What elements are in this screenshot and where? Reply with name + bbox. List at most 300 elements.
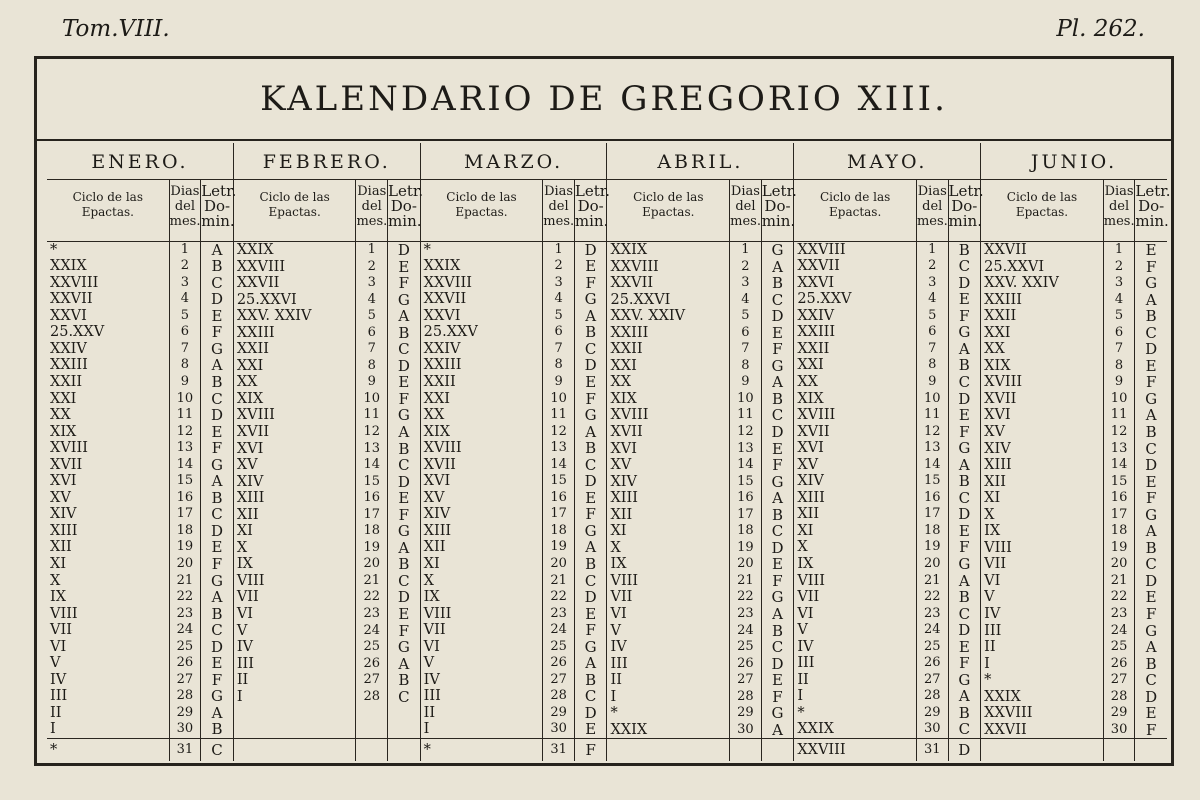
day-cell: 28: [356, 689, 388, 706]
table-row: [47, 457, 233, 474]
epact-cell: X: [47, 573, 170, 590]
day-cell: 13: [1104, 441, 1136, 458]
epact-cell: XIV: [47, 506, 170, 523]
day-cell: 22: [356, 589, 388, 606]
epact-cell: [981, 739, 1104, 761]
day-cell: 11: [1104, 407, 1136, 424]
epact-cell: *: [421, 242, 544, 259]
day-cell: 14: [543, 457, 575, 474]
dominical-letter-cell: E: [211, 422, 223, 441]
dominical-letter-cell: C: [211, 505, 223, 524]
month-column: [794, 143, 984, 761]
dominical-letter-cell: F: [772, 571, 783, 590]
day-cell: 13: [170, 440, 202, 457]
table-row: [47, 258, 233, 275]
day-cell: 11: [170, 407, 202, 424]
epact-cell: XIII: [234, 490, 357, 507]
day-cell: 21: [543, 573, 575, 590]
dominical-letter-cell: D: [958, 505, 971, 524]
day-cell: 17: [170, 506, 202, 523]
dominical-letter-cell: G: [211, 339, 223, 358]
epact-cell: XIV: [981, 441, 1104, 458]
table-row: [421, 655, 607, 672]
month-body: [421, 242, 607, 738]
dominical-letter-cell: G: [397, 290, 410, 309]
table-row: [47, 606, 233, 623]
epact-cell: XIII: [794, 490, 917, 507]
table-row: [794, 440, 980, 457]
day-cell: 10: [730, 391, 762, 408]
table-row: [47, 407, 233, 424]
dominical-letter-cell: B: [211, 257, 223, 276]
table-row: [794, 424, 980, 441]
dominical-letter-cell: A: [585, 422, 597, 441]
dominical-letter-cell: C: [211, 621, 223, 640]
table-row: [421, 391, 607, 408]
day-cell: 28: [1104, 689, 1136, 706]
epact-cell: XIX: [421, 424, 544, 441]
day-cell: 27: [356, 672, 388, 689]
day-cell: 12: [1104, 424, 1136, 441]
day-cell: 2: [170, 258, 202, 275]
epact-cell: VI: [234, 606, 357, 623]
dominical-letter-cell: E: [772, 671, 783, 690]
table-row: [981, 474, 1167, 491]
month-column: [607, 143, 797, 761]
epact-cell: VIII: [794, 573, 917, 590]
dominical-letter-cell: B: [585, 554, 597, 573]
table-row: [421, 473, 607, 490]
dominical-letter-cell: C: [1145, 439, 1157, 458]
dominical-letter-cell: E: [211, 654, 223, 673]
table-row: [421, 308, 607, 325]
day-cell: 3: [1104, 275, 1136, 292]
epact-cell: VI: [47, 639, 170, 656]
dominical-letter-cell: A: [585, 654, 597, 673]
table-row: [47, 672, 233, 689]
dominical-letter-cell: B: [771, 274, 783, 293]
dominical-letter-cell: F: [772, 687, 783, 706]
dominical-letter-cell: A: [211, 356, 223, 375]
dominical-letter-cell: A: [211, 703, 223, 722]
day-cell: 8: [356, 358, 388, 375]
epact-cell: XXIX: [607, 722, 730, 739]
day-cell: 22: [730, 589, 762, 606]
dominical-letter-cell: C: [1145, 323, 1157, 342]
table-row: [794, 655, 980, 672]
epact-cell: VII: [47, 622, 170, 639]
day-cell: 6: [1104, 325, 1136, 342]
dominical-letter-cell: B: [211, 604, 223, 623]
dominical-letter-cell: G: [1145, 274, 1158, 293]
table-row: [794, 556, 980, 573]
epact-cell: V: [607, 623, 730, 640]
table-row: [794, 506, 980, 523]
day-cell: 20: [170, 556, 202, 573]
month-body: [981, 242, 1167, 738]
table-row: [981, 490, 1167, 507]
epact-cell: XXI: [47, 391, 170, 408]
dominical-letter-cell: A: [398, 654, 410, 673]
dominical-letter-cell: G: [958, 554, 971, 573]
epact-cell: XX: [607, 374, 730, 391]
table-row: [607, 589, 793, 606]
epact-cell: XXII: [794, 341, 917, 358]
epact-cell: *: [421, 739, 544, 761]
epact-cell: XXII: [607, 341, 730, 358]
table-row: [421, 407, 607, 424]
dominical-letter-cell: A: [585, 538, 597, 557]
table-row: [421, 374, 607, 391]
table-row: [421, 440, 607, 457]
dominical-letter-cell: F: [211, 323, 223, 342]
epact-cell: XXII: [981, 308, 1104, 325]
dominical-letter-cell: D: [397, 472, 410, 491]
table-row: [234, 540, 420, 557]
epact-cell: XIV: [794, 473, 917, 490]
dominical-letter-cell: G: [958, 670, 971, 689]
column-header-row: [234, 180, 424, 242]
epact-cell: XXII: [234, 341, 357, 358]
epact-cell: XI: [421, 556, 544, 573]
epact-cell: XVI: [421, 473, 544, 490]
table-row: [234, 275, 420, 292]
dominical-letter-cell: B: [958, 703, 970, 722]
epact-cell: VII: [234, 589, 357, 606]
day-cell: 27: [1104, 672, 1136, 689]
epact-cell: XXI: [981, 325, 1104, 342]
epacts-header: Ciclo de las Epactas.: [607, 180, 730, 241]
day-cell: 25: [917, 639, 949, 656]
epact-cell: XXVII: [47, 291, 170, 308]
dominical-letter-cell: E: [1145, 472, 1157, 491]
day-cell: 1: [170, 242, 202, 259]
day-cell: 20: [543, 556, 575, 573]
epact-cell: II: [234, 672, 357, 689]
dominical-letter-cell: A: [211, 588, 223, 607]
calendar-frame: [34, 56, 1174, 766]
day-cell: 9: [356, 374, 388, 391]
dominical-letter-cell: F: [959, 306, 970, 325]
dominical-letter-cell: D: [584, 472, 597, 491]
dominical-letter-cell: [388, 739, 420, 761]
epact-cell: XVII: [421, 457, 544, 474]
table-row: [234, 490, 420, 507]
table-row: [981, 705, 1167, 722]
epact-cell: VIII: [421, 606, 544, 623]
dominical-letter-cell: E: [211, 306, 223, 325]
day-cell: 14: [730, 457, 762, 474]
dominical-letter-cell: C: [584, 687, 597, 706]
month-column: [47, 143, 237, 761]
footer-row: [607, 738, 793, 761]
epact-cell: XX: [234, 374, 357, 391]
epact-cell: XVI: [47, 473, 170, 490]
dominical-letter-cell: G: [211, 687, 223, 706]
table-row: [234, 639, 420, 656]
table-row: [47, 721, 233, 738]
dominical-letter-cell: [1135, 739, 1167, 761]
epact-cell: VII: [421, 622, 544, 639]
table-row: [607, 457, 793, 474]
epact-cell: III: [794, 655, 917, 672]
table-row: [794, 407, 980, 424]
dominical-letter-cell: G: [771, 240, 784, 259]
table-row: [981, 341, 1167, 358]
table-row: [47, 573, 233, 590]
epact-cell: XVII: [607, 424, 730, 441]
month-name: ENERO.: [47, 143, 233, 180]
day-cell: 28: [543, 688, 575, 705]
epact-cell: XXIV: [794, 308, 917, 325]
table-row: [607, 325, 793, 342]
table-row: [981, 292, 1167, 309]
table-row: [47, 490, 233, 507]
table-row: [47, 523, 233, 540]
day-cell: 27: [543, 672, 575, 689]
epact-cell: XXIX: [794, 721, 917, 738]
dominical-letter-cell: D: [210, 637, 224, 656]
day-cell: 21: [730, 573, 762, 590]
table-row: [421, 357, 607, 374]
table-row: [47, 688, 233, 705]
epact-cell: XXIII: [234, 325, 357, 342]
dominical-letter-cell: C: [584, 571, 597, 590]
table-row: [607, 523, 793, 540]
table-row: [234, 672, 420, 689]
table-row: [421, 424, 607, 441]
epact-cell: XXVII: [607, 275, 730, 292]
dominical-letter-cell: G: [397, 406, 410, 425]
dominical-letter-cell: D: [771, 307, 784, 326]
day-cell: 27: [917, 672, 949, 689]
day-cell: 2: [1104, 259, 1136, 276]
dominical-letter-cell: C: [398, 456, 410, 475]
table-row: [47, 424, 233, 441]
dominical-letter-cell: C: [958, 257, 971, 276]
days-header: Dias del mes.: [917, 180, 949, 241]
epact-cell: IV: [234, 639, 357, 656]
month-name: MAYO.: [794, 143, 980, 180]
day-cell: 22: [917, 589, 949, 606]
day-cell: 17: [917, 506, 949, 523]
table-row: [421, 275, 607, 292]
day-cell: 5: [356, 308, 388, 325]
table-row: [981, 573, 1167, 590]
dominical-letter-cell: A: [1145, 522, 1157, 541]
epact-cell: XV: [421, 490, 544, 507]
day-cell: 23: [917, 606, 949, 623]
epact-cell: 25.XXV: [421, 324, 544, 341]
day-cell: 7: [1104, 341, 1136, 358]
epact-cell: XXIV: [421, 341, 544, 358]
day-cell: 7: [170, 341, 202, 358]
epact-cell: XI: [47, 556, 170, 573]
table-row: [607, 341, 793, 358]
table-row: [421, 556, 607, 573]
day-cell: 23: [543, 606, 575, 623]
table-row: [794, 688, 980, 705]
epact-cell: I: [607, 689, 730, 706]
table-row: [607, 275, 793, 292]
day-cell: 5: [730, 308, 762, 325]
table-row: [607, 507, 793, 524]
day-cell: 1: [1104, 242, 1136, 259]
epact-cell: XVII: [981, 391, 1104, 408]
dominical-letter-cell: B: [958, 240, 970, 259]
days-header: Dias del mes.: [543, 180, 575, 241]
epact-cell: XVI: [794, 440, 917, 457]
day-cell: 24: [356, 623, 388, 640]
dominical-letter-cell: C: [958, 604, 971, 623]
day-cell: 19: [543, 539, 575, 556]
day-cell: 24: [543, 622, 575, 639]
dominical-letter-cell: G: [584, 290, 597, 309]
dominical-letter-cell: D: [584, 588, 597, 607]
table-row: [794, 374, 980, 391]
day-cell: 18: [917, 523, 949, 540]
dominical-letter-cell: E: [958, 637, 970, 656]
epact-cell: XXIII: [607, 325, 730, 342]
dominical-letter-cell: F: [1145, 373, 1157, 392]
day-cell: 29: [730, 705, 762, 722]
table-row: [47, 242, 233, 259]
day-cell: 27: [730, 672, 762, 689]
table-row: [794, 721, 980, 738]
epact-cell: XXV. XXIV: [234, 308, 357, 325]
month-body: [607, 242, 793, 738]
epact-cell: XV: [47, 490, 170, 507]
day-cell: 15: [1104, 474, 1136, 491]
dominical-letters-header: Letr. Do- min.: [201, 182, 237, 230]
epact-cell: XXIX: [981, 689, 1104, 706]
day-cell: 1: [917, 242, 949, 259]
month-body: [234, 242, 420, 738]
table-row: [234, 689, 420, 706]
table-row: [421, 606, 607, 623]
day-cell: 13: [730, 441, 762, 458]
table-row: [234, 441, 420, 458]
dominical-letter-cell: G: [1145, 621, 1158, 640]
table-row: [234, 705, 420, 722]
day-cell: 8: [917, 357, 949, 374]
dominical-letter-cell: A: [772, 373, 783, 392]
dominical-letter-cell: D: [397, 240, 410, 259]
day-cell: 23: [730, 606, 762, 623]
day-cell: 13: [356, 441, 388, 458]
epact-cell: 25.XXVI: [234, 292, 357, 309]
dominical-letter-cell: D: [397, 588, 410, 607]
dominical-letter-cell: G: [584, 521, 597, 540]
table-row: [421, 523, 607, 540]
table-row: [794, 705, 980, 722]
dominical-letter-cell: E: [958, 406, 970, 425]
dominical-letter-cell: B: [771, 389, 783, 408]
epact-cell: VIII: [47, 606, 170, 623]
table-row: [234, 292, 420, 309]
table-row: [47, 622, 233, 639]
day-cell: 12: [356, 424, 388, 441]
dominical-letter-cell: F: [959, 422, 970, 441]
table-row: [794, 391, 980, 408]
dominical-letter-cell: D: [1145, 340, 1158, 359]
day-cell: 22: [170, 589, 202, 606]
epact-cell: IV: [794, 639, 917, 656]
dominical-letter-cell: E: [772, 323, 783, 342]
epact-cell: 25.XXV: [47, 324, 170, 341]
epact-cell: XV: [981, 424, 1104, 441]
epact-cell: XXVIII: [981, 705, 1104, 722]
epact-cell: XXVIII: [794, 242, 917, 259]
day-cell: 19: [356, 540, 388, 557]
epact-cell: XVI: [981, 407, 1104, 424]
dominical-letter-cell: B: [398, 439, 410, 458]
month-name: JUNIO.: [981, 143, 1167, 180]
epact-cell: XIX: [981, 358, 1104, 375]
epact-cell: VIII: [607, 573, 730, 590]
day-cell: 8: [1104, 358, 1136, 375]
table-row: [47, 374, 233, 391]
epact-cell: XXVII: [794, 258, 917, 275]
dominical-letter-cell: D: [958, 621, 971, 640]
epact-cell: XXVI: [47, 308, 170, 325]
table-row: [794, 308, 980, 325]
day-cell: 7: [356, 341, 388, 358]
table-row: [47, 357, 233, 374]
dominical-letter-cell: B: [1145, 538, 1157, 557]
epact-cell: XIX: [607, 391, 730, 408]
dominical-letter-cell: G: [211, 455, 223, 474]
epact-cell: XXVI: [421, 308, 544, 325]
months-table: [47, 143, 1171, 761]
epact-cell: XXII: [421, 374, 544, 391]
dominical-letter-cell: B: [585, 323, 597, 342]
calendar-title: KALENDARIO DE GREGORIO XIII.: [260, 79, 948, 119]
dominical-letter-cell: E: [398, 257, 410, 276]
table-row: [981, 656, 1167, 673]
table-row: [794, 291, 980, 308]
dominical-letter-cell: G: [397, 522, 410, 541]
table-row: [234, 341, 420, 358]
table-row: [981, 259, 1167, 276]
day-cell: 27: [170, 672, 202, 689]
day-cell: 30: [917, 721, 949, 738]
dominical-letter-cell: E: [1145, 704, 1157, 723]
day-cell: 10: [356, 391, 388, 408]
day-cell: 26: [356, 656, 388, 673]
table-row: [607, 424, 793, 441]
day-cell: 11: [543, 407, 575, 424]
dominical-letter-cell: G: [1145, 389, 1158, 408]
epact-cell: XVIII: [607, 407, 730, 424]
day-cell: 30: [730, 722, 762, 739]
epact-cell: X: [421, 573, 544, 590]
dominical-letter-cell: A: [1145, 406, 1157, 425]
day-cell: 15: [170, 473, 202, 490]
table-row: [421, 622, 607, 639]
day-cell: 25: [170, 639, 202, 656]
epact-cell: XVI: [234, 441, 357, 458]
dominical-letter-cell: F: [398, 621, 410, 640]
epact-cell: I: [234, 689, 357, 706]
epact-cell: XIX: [47, 424, 170, 441]
day-cell: 31: [917, 739, 949, 761]
dominical-letter-cell: B: [958, 356, 970, 375]
day-cell: 16: [170, 490, 202, 507]
epact-cell: I: [794, 688, 917, 705]
epact-cell: XII: [421, 539, 544, 556]
table-row: [981, 623, 1167, 640]
